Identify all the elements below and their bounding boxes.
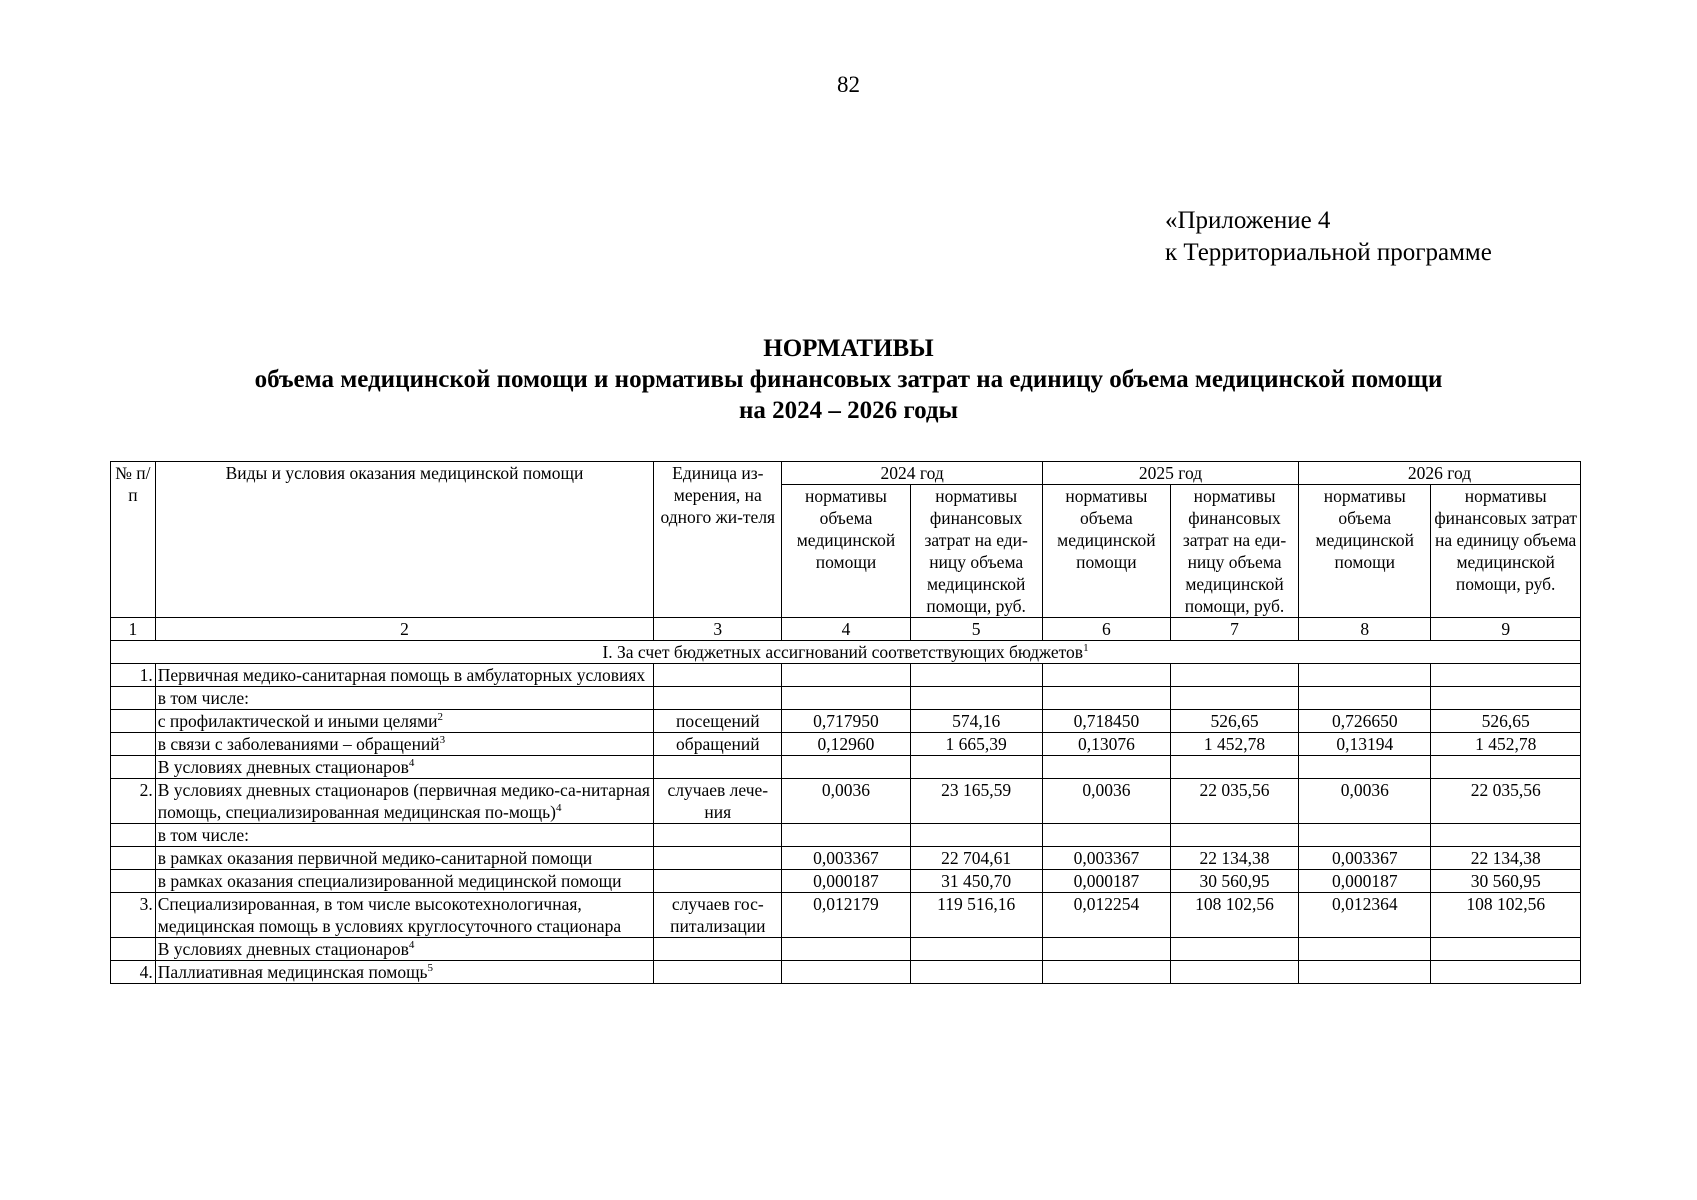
value-finance-2026 [1431,664,1581,687]
value-finance-2024: 31 450,70 [910,870,1042,893]
value-finance-2026: 30 560,95 [1431,870,1581,893]
table-row [111,870,1581,893]
document-title [0,333,1697,426]
header-num: № п/п [111,462,156,618]
title-line-2: объема медицинской помощи и нормативы финансовых затрат на единицу объема медицинской помощи [254,366,1443,393]
value-finance-2025 [1170,664,1298,687]
column-number-row [111,618,1581,641]
value-volume-2026 [1299,961,1431,984]
value-volume-2024: 0,012179 [782,893,910,938]
value-finance-2024: 1 665,39 [910,733,1042,756]
column-number: 1 [111,618,156,641]
row-number [111,870,156,893]
value-volume-2024 [782,664,910,687]
column-number: 9 [1431,618,1581,641]
value-volume-2024: 0,003367 [782,847,910,870]
row-name-text: в том числе: [157,688,249,708]
value-finance-2026 [1431,687,1581,710]
row-number: 3. [111,893,156,938]
row-number [111,687,156,710]
table-row [111,664,1581,687]
value-volume-2026 [1299,938,1431,961]
value-finance-2024: 119 516,16 [910,893,1042,938]
appendix-line-1: «Приложение 4 [1165,207,1331,234]
table-row [111,779,1581,824]
title-line-3: на 2024 – 2026 годы [738,397,959,424]
value-volume-2026: 0,0036 [1299,779,1431,824]
value-volume-2025 [1042,687,1170,710]
row-name [155,870,653,893]
value-finance-2025 [1170,687,1298,710]
norms-table [110,461,1581,984]
header-fin-2024: нормативы финансовых затрат на еди-ницу объема медицинской помощи, руб. [910,485,1042,618]
row-name-text: в рамках оказания специализированной медицинской помощи [157,871,622,891]
value-finance-2024: 22 704,61 [910,847,1042,870]
row-name [155,938,653,961]
value-finance-2025: 30 560,95 [1170,870,1298,893]
value-finance-2025: 526,65 [1170,710,1298,733]
value-volume-2025: 0,718450 [1042,710,1170,733]
row-name [155,824,653,847]
value-volume-2024: 0,000187 [782,870,910,893]
row-name [155,756,653,779]
value-finance-2026: 526,65 [1431,710,1581,733]
row-unit [654,687,782,710]
value-volume-2024 [782,687,910,710]
table-row [111,938,1581,961]
value-volume-2025 [1042,664,1170,687]
footnote-mark: 4 [408,757,415,770]
row-name-text: Паллиативная медицинская помощь [157,962,428,982]
row-number [111,938,156,961]
header-year-2025: 2025 год [1042,462,1298,485]
value-volume-2026 [1299,824,1431,847]
value-volume-2025 [1042,756,1170,779]
value-finance-2025: 1 452,78 [1170,733,1298,756]
header-unit: Единица из-мерения, на одного жи-теля [654,462,782,618]
value-finance-2025: 108 102,56 [1170,893,1298,938]
row-number [111,733,156,756]
value-volume-2024 [782,938,910,961]
value-volume-2024 [782,756,910,779]
footnote-mark: 2 [437,711,444,724]
row-unit [654,756,782,779]
row-name [155,664,653,687]
row-number: 4. [111,961,156,984]
header-vol-2025: нормативы объема медицинской помощи [1042,485,1170,618]
value-finance-2024 [910,938,1042,961]
value-volume-2025: 0,000187 [1042,870,1170,893]
header-fin-2026: нормативы финансовых затрат на единицу объема медицинской помощи, руб. [1431,485,1581,618]
section-footnote-mark: 1 [1083,642,1089,655]
table-row [111,710,1581,733]
page-number: 82 [837,72,860,97]
value-volume-2025 [1042,938,1170,961]
header-vol-2026: нормативы объема медицинской помощи [1299,485,1431,618]
value-finance-2025 [1170,961,1298,984]
value-volume-2026: 0,000187 [1299,870,1431,893]
row-name [155,779,653,824]
row-unit: случаев гос-питализации [654,893,782,938]
row-name [155,687,653,710]
value-finance-2026: 108 102,56 [1431,893,1581,938]
row-name-text: В условиях дневных стационаров [157,757,409,777]
row-name-text: в том числе: [157,825,249,845]
section-row [111,641,1581,664]
column-number: 3 [654,618,782,641]
value-finance-2025 [1170,756,1298,779]
value-finance-2025 [1170,938,1298,961]
row-number [111,847,156,870]
row-unit [654,824,782,847]
value-finance-2025: 22 035,56 [1170,779,1298,824]
row-unit: случаев лече-ния [654,779,782,824]
footnote-mark: 4 [555,802,562,815]
row-name [155,710,653,733]
value-finance-2024 [910,961,1042,984]
value-finance-2026 [1431,756,1581,779]
column-number: 8 [1299,618,1431,641]
row-name [155,961,653,984]
footnote-mark: 4 [408,939,415,952]
row-number [111,710,156,733]
value-volume-2026: 0,726650 [1299,710,1431,733]
header-year-2026: 2026 год [1299,462,1581,485]
value-volume-2025: 0,13076 [1042,733,1170,756]
column-number: 6 [1042,618,1170,641]
value-volume-2025: 0,0036 [1042,779,1170,824]
value-volume-2024 [782,961,910,984]
header-year-2024: 2024 год [782,462,1042,485]
value-finance-2024 [910,756,1042,779]
row-unit: обращений [654,733,782,756]
title-line-1: НОРМАТИВЫ [763,335,934,362]
footnote-mark: 3 [439,734,446,747]
row-unit: посещений [654,710,782,733]
value-volume-2024: 0,717950 [782,710,910,733]
value-finance-2026: 1 452,78 [1431,733,1581,756]
value-volume-2026: 0,012364 [1299,893,1431,938]
row-number: 2. [111,779,156,824]
row-number: 1. [111,664,156,687]
value-finance-2025 [1170,824,1298,847]
value-volume-2025 [1042,824,1170,847]
row-unit [654,847,782,870]
value-finance-2024: 23 165,59 [910,779,1042,824]
table-row [111,687,1581,710]
row-name [155,847,653,870]
row-name-text: с профилактической и иными целями [157,711,438,731]
value-finance-2026 [1431,938,1581,961]
row-name [155,733,653,756]
value-volume-2026 [1299,687,1431,710]
row-name-text: в связи с заболеваниями – обращений [157,734,440,754]
value-volume-2024: 0,12960 [782,733,910,756]
row-name-text: Специализированная, в том числе высокотехнологичная, медицинская помощь в условиях круглосуточного стационара [157,894,622,936]
section-title-text: I. За счет бюджетных ассигнований соответствующих бюджетов [602,642,1084,662]
column-number: 2 [155,618,653,641]
footnote-mark: 5 [427,962,434,975]
value-finance-2026: 22 134,38 [1431,847,1581,870]
row-unit [654,938,782,961]
row-number [111,756,156,779]
section-title [111,641,1581,664]
table-row [111,733,1581,756]
value-finance-2024 [910,687,1042,710]
value-volume-2025: 0,003367 [1042,847,1170,870]
row-unit [654,664,782,687]
row-unit [654,870,782,893]
column-number: 5 [910,618,1042,641]
value-finance-2026 [1431,961,1581,984]
header-vol-2024: нормативы объема медицинской помощи [782,485,910,618]
value-volume-2026 [1299,664,1431,687]
header-row-years [111,462,1581,485]
value-volume-2024: 0,0036 [782,779,910,824]
value-volume-2026: 0,13194 [1299,733,1431,756]
row-name-text: Первичная медико-санитарная помощь в амбулаторных условиях [157,665,646,685]
appendix-heading [1165,205,1492,269]
row-number [111,824,156,847]
value-finance-2024 [910,824,1042,847]
table-row [111,961,1581,984]
row-name [155,893,653,938]
value-finance-2025: 22 134,38 [1170,847,1298,870]
appendix-line-2: к Территориальной программе [1165,239,1492,266]
row-name-text: в рамках оказания первичной медико-санитарной помощи [157,848,593,868]
table-body [111,462,1581,984]
value-volume-2026 [1299,756,1431,779]
row-name-text: В условиях дневных стационаров (первичная медико-са-нитарная помощь, специализированная медицинская по-мощь) [157,780,650,822]
value-volume-2026: 0,003367 [1299,847,1431,870]
header-fin-2025: нормативы финансовых затрат на еди-ницу объема медицинской помощи, руб. [1170,485,1298,618]
table-row [111,847,1581,870]
value-finance-2024 [910,664,1042,687]
value-finance-2026: 22 035,56 [1431,779,1581,824]
row-unit [654,961,782,984]
table-row [111,756,1581,779]
header-kind: Виды и условия оказания медицинской помощи [155,462,653,618]
value-volume-2025 [1042,961,1170,984]
table-row [111,893,1581,938]
table-row [111,824,1581,847]
row-name-text: В условиях дневных стационаров [157,939,409,959]
column-number: 4 [782,618,910,641]
column-number: 7 [1170,618,1298,641]
value-volume-2024 [782,824,910,847]
value-finance-2024: 574,16 [910,710,1042,733]
value-volume-2025: 0,012254 [1042,893,1170,938]
value-finance-2026 [1431,824,1581,847]
